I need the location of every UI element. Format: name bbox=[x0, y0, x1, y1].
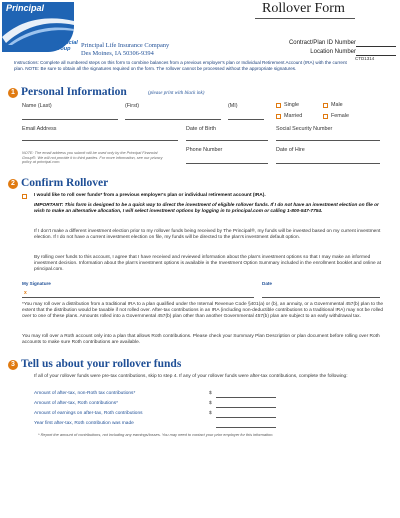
signature-label: My Signature bbox=[22, 281, 51, 286]
single-label: Single bbox=[284, 102, 299, 108]
signature-x-mark: x bbox=[24, 290, 27, 296]
after-tax-roth-currency: $ bbox=[209, 401, 212, 406]
female-label: Female bbox=[331, 113, 349, 119]
section-1-note: (please print with black ink) bbox=[148, 91, 205, 96]
dob-field[interactable] bbox=[186, 140, 268, 141]
logo-wordmark: Principal bbox=[6, 3, 45, 13]
first-roth-year-label: Year first after-tax, Roth contribution was made bbox=[34, 421, 134, 426]
section-1-title: Personal Information bbox=[21, 86, 127, 98]
section-3-number: 3 bbox=[8, 360, 18, 370]
email-label: Email Address bbox=[22, 126, 57, 132]
logo-sub-line-2: Group bbox=[54, 46, 71, 52]
logo-sub-line-1: Financial bbox=[54, 40, 78, 46]
agreement-text: By rolling over funds to this account, I agree that I have received and reviewed information about the plan's investment options so that I may make an informed investment decision. Information about the plan's investment options is available in the Investment Option Summary included in the enrollment booklet and online at principal.com. bbox=[34, 255, 382, 272]
signature-date-field[interactable] bbox=[262, 297, 380, 298]
email-field[interactable] bbox=[22, 140, 178, 141]
ira-rollover-disclosure: *You may roll over a distribution from a traditional IRA to a plan qualified under the Internal Revenue Code §401(a) or (b), an annuity, or a Governmental 457(b) plan to the extent that the distribution would be taxable if not rolled over. After-tax contributions in an IRA (including non-deductible contributions to a traditional IRA) may not be rolled over to one of these plans. Amounts rolled into a Governmental 457(b) plan other than another Governmental 457(b) plan are subject to an early withdrawal tax. bbox=[22, 302, 384, 319]
after-tax-roth-field[interactable] bbox=[216, 407, 276, 408]
roth-rollover-disclosure: You may roll over a Roth account only into a plan that allows Roth contributions. Please check your Summary Plan Description or plan document before rolling over Roth accounts to make sure Roth contributions are available. bbox=[22, 334, 380, 345]
section-2-title: Confirm Rollover bbox=[21, 177, 109, 189]
important-notice: IMPORTANT: This form is designed to be a quick way to direct the investment of eligible rollover funds. If I do not have an investment election on file or wish to make an alternative allocation, I will select investment options by logging in to principal.com or calling 1-800-547-7754. bbox=[34, 203, 379, 214]
male-checkbox[interactable] bbox=[323, 103, 328, 108]
section-2-number: 2 bbox=[8, 179, 18, 189]
name-last-field[interactable] bbox=[22, 119, 118, 120]
name-mi-field[interactable] bbox=[228, 119, 264, 120]
male-label: Male bbox=[331, 102, 343, 108]
hire-date-label: Date of Hire bbox=[276, 147, 305, 153]
contract-id-label: Contract/Plan ID Number bbox=[288, 40, 356, 46]
name-last-label: Name (Last) bbox=[22, 103, 52, 109]
form-code: CTD1314 bbox=[355, 56, 375, 61]
female-checkbox[interactable] bbox=[323, 114, 328, 119]
phone-label: Phone Number bbox=[186, 147, 223, 153]
section-3-title: Tell us about your rollover funds bbox=[21, 358, 182, 370]
roth-earnings-label: Amount of earnings on after-tax, Roth contributions bbox=[34, 411, 143, 416]
ssn-label: Social Security Number bbox=[276, 126, 333, 132]
after-tax-non-roth-currency: $ bbox=[209, 391, 212, 396]
name-first-field[interactable] bbox=[125, 119, 221, 120]
signature-date-label: Date bbox=[262, 281, 272, 286]
contributions-footnote: * Report the amount of contributions, not including any earnings/losses. You may need to contact your prior employer for this information. bbox=[38, 432, 274, 437]
company-address bbox=[81, 42, 169, 57]
after-tax-roth-label: Amount of after-tax, Roth contributions* bbox=[34, 401, 118, 406]
name-mi-label: (MI) bbox=[228, 103, 238, 109]
contract-id-field[interactable] bbox=[356, 46, 396, 47]
married-checkbox[interactable] bbox=[276, 114, 281, 119]
after-tax-non-roth-label: Amount of after-tax, non-Roth tax contributions* bbox=[34, 391, 136, 396]
company-name: Principal Life Insurance Company bbox=[81, 42, 170, 49]
email-privacy-note: NOTE: The email address you submit will be used only by the Principal Financial Group®. We will not provide it to third parties. For more information, see our privacy policy at principal.com. bbox=[22, 151, 163, 165]
signature-field[interactable] bbox=[22, 297, 254, 298]
roth-earnings-currency: $ bbox=[209, 411, 212, 416]
rollover-funds-intro: If all of your rollover funds were pre-tax contributions, skip to step 4. If any of your rollover funds were after-tax contributions, complete the following: bbox=[34, 374, 348, 379]
name-first-label: (First) bbox=[125, 103, 140, 109]
single-checkbox[interactable] bbox=[276, 103, 281, 108]
ssn-field[interactable] bbox=[276, 140, 380, 141]
hire-date-field[interactable] bbox=[276, 163, 380, 164]
first-roth-year-field[interactable] bbox=[216, 427, 276, 428]
section-1-number: 1 bbox=[8, 88, 18, 98]
roth-earnings-field[interactable] bbox=[216, 417, 276, 418]
rollover-confirm-checkbox[interactable] bbox=[22, 194, 27, 199]
phone-field[interactable] bbox=[186, 163, 268, 164]
dob-label: Date of Birth bbox=[186, 126, 216, 132]
investment-election-text: If I don't make a different investment election prior to my rollover funds being received by The Principal®, my funds will be invested based on my current investment election. If I do not have a current investment election on file, my funds will be directed to the plan's investment default option. bbox=[34, 229, 381, 240]
location-number-label: Location Number bbox=[310, 49, 356, 55]
married-label: Married bbox=[284, 113, 303, 119]
form-title: Rollover Form bbox=[262, 1, 345, 16]
title-divider bbox=[255, 18, 355, 19]
instructions-text: Instructions: Complete all numbered steps on this form to combine balances from a previous employer's plan or Individual Retirement Account (IRA) with the current plan. NOTE: Be sure to obtain all the signatures required on the form. The rollover cannot be processed without the appropriate signatures. bbox=[14, 60, 347, 71]
logo-subtitle bbox=[54, 40, 78, 52]
company-city: Des Moines, IA 50306-9394 bbox=[81, 49, 154, 57]
rollover-confirm-label: I would like to roll over funds* from a previous employer's plan or individual retirement account (IRA). bbox=[34, 193, 266, 198]
after-tax-non-roth-field[interactable] bbox=[216, 397, 276, 398]
